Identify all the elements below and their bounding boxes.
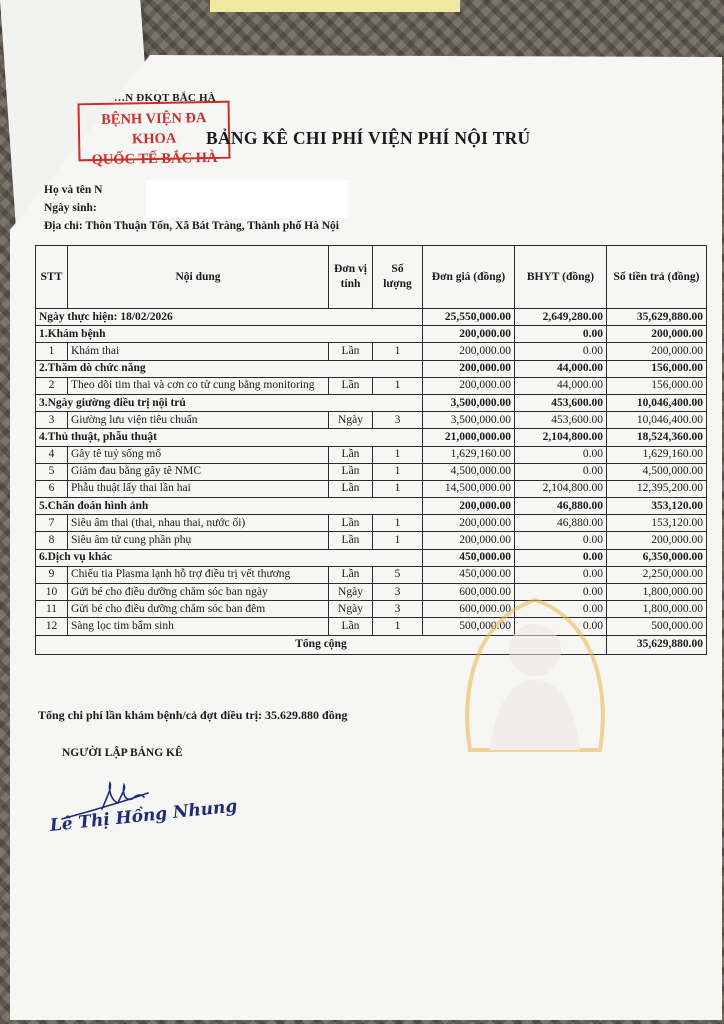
row-qty: 1 [373, 343, 423, 360]
row-stt: 8 [36, 532, 68, 549]
group-paid: 6,350,000.00 [607, 549, 707, 566]
row-unit: Ngày [329, 412, 373, 429]
header-paid: Số tiền trả (đồng) [607, 246, 707, 309]
row-content: Gây tê tuỷ sống mổ [68, 446, 329, 463]
total-label: Tổng cộng [36, 635, 607, 654]
group-title: 2.Thăm dò chức năng [36, 360, 423, 377]
group-bhyt: 0.00 [515, 549, 607, 566]
row-bhyt: 44,000.00 [515, 377, 607, 394]
row-price: 450,000.00 [423, 566, 515, 583]
preparer-name: Lê Thị Hồng Nhung [48, 796, 239, 836]
row-bhyt: 0.00 [515, 343, 607, 360]
table-row [36, 343, 707, 360]
header-stt: STT [36, 246, 68, 309]
group-paid: 18,524,360.00 [607, 429, 707, 446]
table-row [36, 446, 707, 463]
address-value: Thôn Thuận Tốn, Xã Bát Tràng, Thành phố Hà Nội [85, 220, 339, 232]
row-qty: 1 [373, 463, 423, 480]
group-title: 6.Dịch vụ khác [36, 549, 423, 566]
row-price: 14,500,000.00 [423, 480, 515, 497]
row-bhyt: 0.00 [515, 601, 607, 618]
address-label: Địa chỉ: [44, 220, 83, 232]
document-title: BẢNG KÊ CHI PHÍ VIỆN PHÍ NỘI TRÚ [206, 128, 531, 148]
total-summary-text: Tổng chi phí lần khám bệnh/cả đợt điều trị: 35.629.880 đồng [38, 708, 348, 722]
row-stt: 4 [36, 446, 68, 463]
row-content: Giảm đau bằng gây tê NMC [68, 463, 329, 480]
stamp-line-2: QUỐC TẾ BẮC HÀ [91, 149, 218, 169]
row-price: 200,000.00 [423, 515, 515, 532]
row-paid: 10,046,400.00 [607, 412, 707, 429]
header-unit: Đơn vị tính [329, 246, 373, 309]
stamp-line-1: BỆNH VIỆN ĐA KHOA [101, 110, 207, 148]
row-qty: 1 [373, 515, 423, 532]
row-price: 200,000.00 [423, 532, 515, 549]
header-bhyt: BHYT (đồng) [515, 246, 607, 309]
row-stt: 5 [36, 463, 68, 480]
row-unit: Lần [329, 343, 373, 360]
date-label: Ngày thực hiện: 18/02/2026 [36, 309, 423, 326]
patient-name-label: Họ và tên N [44, 184, 103, 196]
watermark-logo-icon [450, 580, 620, 770]
row-bhyt: 0.00 [515, 618, 607, 635]
row-qty: 3 [373, 601, 423, 618]
preparer-label: NGƯỜI LẬP BẢNG KÊ [62, 747, 183, 759]
table-row [36, 480, 707, 497]
table-row [36, 532, 707, 549]
group-bhyt: 44,000.00 [515, 360, 607, 377]
row-unit: Lần [329, 446, 373, 463]
row-content: Siêu âm thai (thai, nhau thai, nước ối) [68, 515, 329, 532]
row-stt: 10 [36, 584, 68, 601]
row-price: 200,000.00 [423, 377, 515, 394]
group-row [36, 549, 707, 566]
row-qty: 1 [373, 532, 423, 549]
row-stt: 6 [36, 480, 68, 497]
group-row [36, 326, 707, 343]
group-row [36, 394, 707, 411]
yellow-sticky-note [210, 0, 460, 12]
group-title: 4.Thủ thuật, phẫu thuật [36, 429, 423, 446]
row-qty: 1 [373, 480, 423, 497]
row-unit: Ngày [329, 601, 373, 618]
row-content: Gửi bé cho điều dưỡng chăm sóc ban đêm [68, 601, 329, 618]
row-paid: 500,000.00 [607, 618, 707, 635]
group-price: 200,000.00 [423, 326, 515, 343]
group-price: 3,500,000.00 [423, 394, 515, 411]
row-bhyt: 453,600.00 [515, 412, 607, 429]
group-price: 21,000,000.00 [423, 429, 515, 446]
row-price: 200,000.00 [423, 343, 515, 360]
row-unit: Lần [329, 532, 373, 549]
row-paid: 4,500,000.00 [607, 463, 707, 480]
row-paid: 153,120.00 [607, 515, 707, 532]
row-price: 500,000.00 [423, 618, 515, 635]
row-unit: Lần [329, 566, 373, 583]
row-bhyt: 0.00 [515, 566, 607, 583]
group-price: 450,000.00 [423, 549, 515, 566]
total-paid: 35,629,880.00 [607, 635, 707, 654]
table-header-row [36, 246, 707, 309]
row-content: Sàng lọc tim bẩm sinh [68, 618, 329, 635]
row-content: Theo dõi tim thai và cơn co tử cung bằng monitoring [68, 377, 329, 394]
row-qty: 1 [373, 618, 423, 635]
row-content: Siêu âm tử cung phần phụ [68, 532, 329, 549]
group-price: 200,000.00 [423, 360, 515, 377]
row-unit: Lần [329, 377, 373, 394]
group-row [36, 498, 707, 515]
table-row [36, 463, 707, 480]
row-unit: Lần [329, 618, 373, 635]
row-paid: 1,800,000.00 [607, 601, 707, 618]
date-row [36, 309, 707, 326]
row-content: Giường lưu viện tiêu chuẩn [68, 412, 329, 429]
row-unit: Ngày [329, 584, 373, 601]
row-stt: 11 [36, 601, 68, 618]
hospital-header: …N ĐKQT BẮC HÀ [114, 92, 216, 104]
row-unit: Lần [329, 463, 373, 480]
row-qty: 1 [373, 446, 423, 463]
row-content: Phẫu thuật lấy thai lần hai [68, 480, 329, 497]
row-qty: 5 [373, 566, 423, 583]
redaction-box [146, 180, 348, 218]
row-stt: 2 [36, 377, 68, 394]
row-unit: Lần [329, 480, 373, 497]
row-price: 600,000.00 [423, 601, 515, 618]
row-stt: 1 [36, 343, 68, 360]
patient-dob-label: Ngày sinh: [44, 202, 97, 214]
row-paid: 200,000.00 [607, 343, 707, 360]
group-title: 3.Ngày giường điều trị nội trú [36, 394, 423, 411]
date-bhyt: 2,649,280.00 [515, 309, 607, 326]
group-bhyt: 453,600.00 [515, 394, 607, 411]
date-paid: 35,629,880.00 [607, 309, 707, 326]
patient-address [44, 220, 339, 232]
row-bhyt: 46,880.00 [515, 515, 607, 532]
header-content: Nội dung [68, 246, 329, 309]
row-stt: 12 [36, 618, 68, 635]
row-paid: 2,250,000.00 [607, 566, 707, 583]
group-paid: 156,000.00 [607, 360, 707, 377]
group-paid: 10,046,400.00 [607, 394, 707, 411]
row-bhyt: 0.00 [515, 446, 607, 463]
row-qty: 3 [373, 584, 423, 601]
row-price: 1,629,160.00 [423, 446, 515, 463]
table-row [36, 377, 707, 394]
row-stt: 9 [36, 566, 68, 583]
row-price: 3,500,000.00 [423, 412, 515, 429]
row-paid: 12,395,200.00 [607, 480, 707, 497]
group-bhyt: 0.00 [515, 326, 607, 343]
group-price: 200,000.00 [423, 498, 515, 515]
row-content: Khám thai [68, 343, 329, 360]
row-qty: 3 [373, 412, 423, 429]
row-paid: 1,629,160.00 [607, 446, 707, 463]
group-title: 1.Khám bệnh [36, 326, 423, 343]
row-content: Chiếu tia Plasma lạnh hỗ trợ điều trị vết thương [68, 566, 329, 583]
date-price: 25,550,000.00 [423, 309, 515, 326]
row-bhyt: 2,104,800.00 [515, 480, 607, 497]
group-paid: 200,000.00 [607, 326, 707, 343]
table-row [36, 412, 707, 429]
row-stt: 3 [36, 412, 68, 429]
group-row [36, 429, 707, 446]
row-paid: 1,800,000.00 [607, 584, 707, 601]
table-row [36, 515, 707, 532]
row-bhyt: 0.00 [515, 584, 607, 601]
row-stt: 7 [36, 515, 68, 532]
header-price: Đơn giá (đồng) [423, 246, 515, 309]
row-bhyt: 0.00 [515, 463, 607, 480]
group-bhyt: 46,880.00 [515, 498, 607, 515]
header-qty: Số lượng [373, 246, 423, 309]
row-paid: 156,000.00 [607, 377, 707, 394]
group-row [36, 360, 707, 377]
row-content: Gửi bé cho điều dưỡng chăm sóc ban ngày [68, 584, 329, 601]
row-paid: 200,000.00 [607, 532, 707, 549]
row-price: 4,500,000.00 [423, 463, 515, 480]
row-price: 600,000.00 [423, 584, 515, 601]
row-bhyt: 0.00 [515, 532, 607, 549]
row-unit: Lần [329, 515, 373, 532]
row-qty: 1 [373, 377, 423, 394]
group-paid: 353,120.00 [607, 498, 707, 515]
group-bhyt: 2,104,800.00 [515, 429, 607, 446]
group-title: 5.Chẩn đoán hình ảnh [36, 498, 423, 515]
